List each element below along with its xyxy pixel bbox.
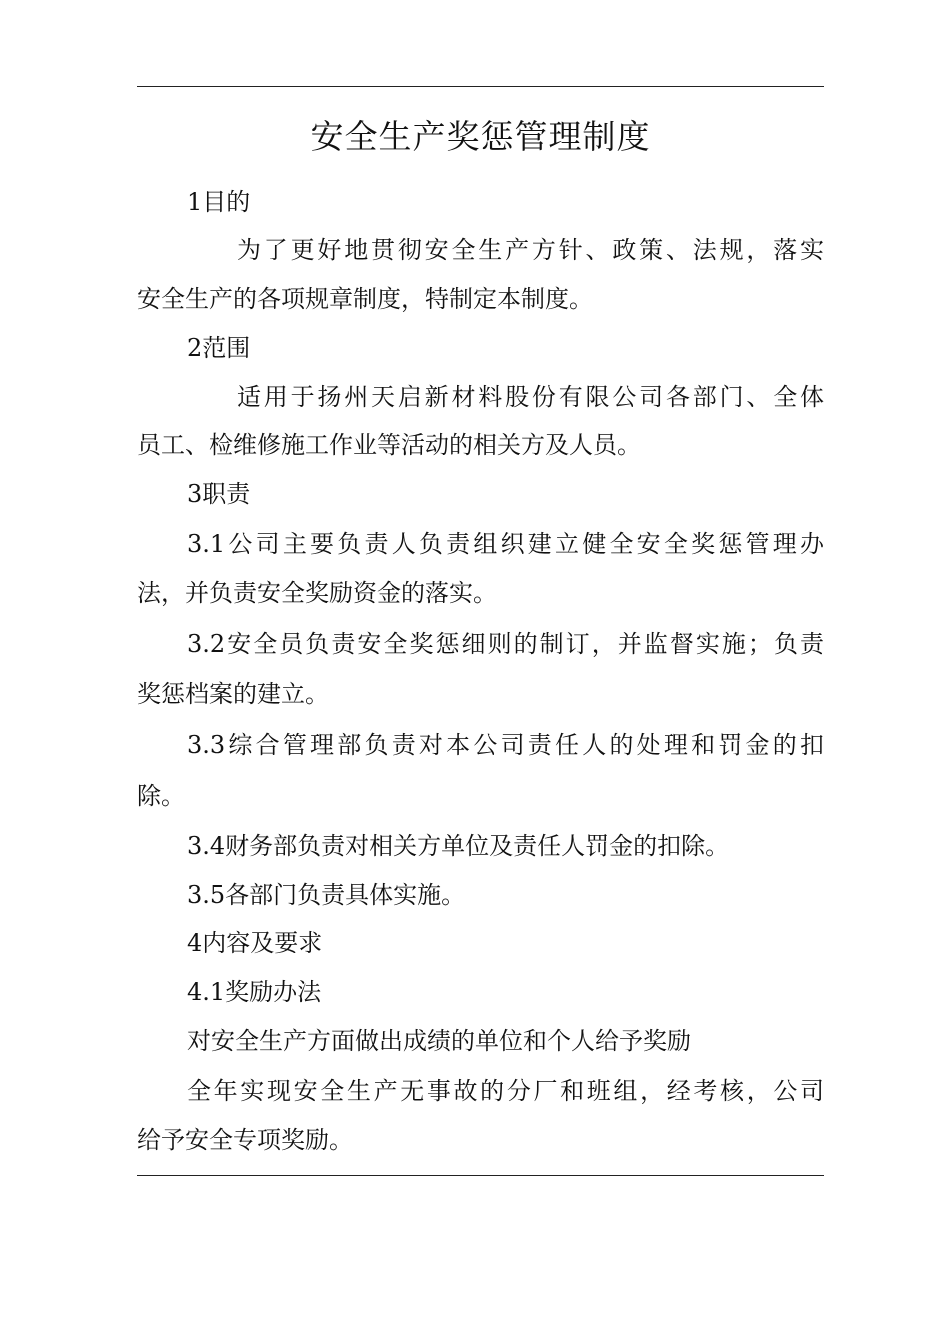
section-heading-scope: 2范围 [187,334,251,362]
document-title: 安全生产奖惩管理制度 [310,117,651,156]
paragraph-line: 全年实现安全生产无事故的分厂和班组，经考核，公司 [187,1077,824,1105]
paragraph-line: 给予安全专项奖励。 [137,1126,353,1154]
footer-rule [137,1175,824,1176]
paragraph-line: 适用于扬州天启新材料股份有限公司各部门、全体 [237,383,824,411]
clause-line: 3.4财务部负责对相关方单位及责任人罚金的扣除。 [187,832,730,860]
paragraph-line: 为了更好地贯彻安全生产方针、政策、法规，落实 [237,236,824,264]
clause-line: 3.3综合管理部负责对本公司责任人的处理和罚金的扣 [187,731,824,759]
clause-line: 除。 [137,782,185,810]
section-heading-purpose: 1目的 [187,188,251,216]
subsection-heading-rewards: 4.1奖励办法 [187,978,322,1006]
clause-line: 奖惩档案的建立。 [137,680,329,708]
paragraph-line: 员工、检维修施工作业等活动的相关方及人员。 [137,431,641,459]
clause-line: 法，并负责安全奖励资金的落实。 [137,579,497,607]
paragraph-line: 安全生产的各项规章制度，特制定本制度。 [137,285,593,313]
section-heading-responsibilities: 3职责 [187,480,251,508]
clause-line: 3.2安全员负责安全奖惩细则的制订，并监督实施；负责 [187,630,824,658]
clause-line: 3.1公司主要负责人负责组织建立健全安全奖惩管理办 [187,530,824,558]
header-rule [137,86,824,87]
paragraph-line: 对安全生产方面做出成绩的单位和个人给予奖励 [187,1027,691,1055]
clause-line: 3.5各部门负责具体实施。 [187,881,466,909]
section-heading-content: 4内容及要求 [187,929,323,957]
